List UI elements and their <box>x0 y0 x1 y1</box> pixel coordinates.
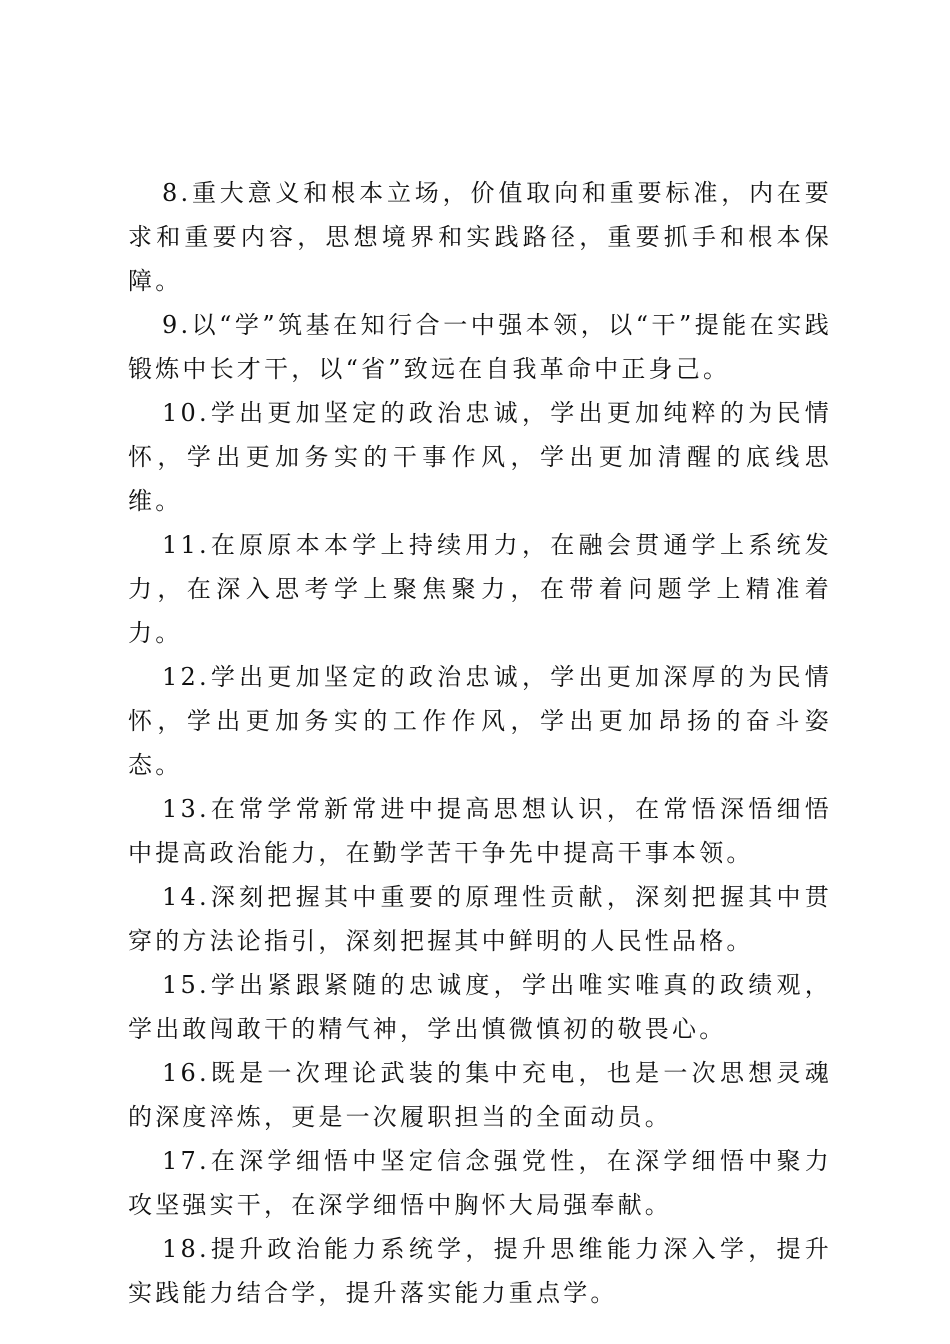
paragraph-10: 10.学出更加坚定的政治忠诚，学出更加纯粹的为民情怀，学出更加务实的干事作风，学出更加清醒的底线思维。 <box>128 399 832 515</box>
paragraph-13: 13.在常学常新常进中提高思想认识，在常悟深悟细悟中提高政治能力，在勤学苦干争先中提高干事本领。 <box>128 795 832 867</box>
paragraph-11: 11.在原原本本学上持续用力，在融会贯通学上系统发力，在深入思考学上聚焦聚力，在带着问题学上精准着力。 <box>128 531 832 647</box>
document-body <box>128 171 832 1315</box>
paragraph-17: 17.在深学细悟中坚定信念强党性，在深学细悟中聚力攻坚强实干，在深学细悟中胸怀大局强奉献。 <box>128 1147 832 1219</box>
paragraph-14: 14.深刻把握其中重要的原理性贡献，深刻把握其中贯穿的方法论指引，深刻把握其中鲜明的人民性品格。 <box>128 883 832 955</box>
paragraph-9: 9.以“学”筑基在知行合一中强本领，以“干”提能在实践锻炼中长才干，以“省”致远在自我革命中正身己。 <box>128 311 832 383</box>
paragraph-15: 15.学出紧跟紧随的忠诚度，学出唯实唯真的政绩观，学出敢闯敢干的精气神，学出慎微慎初的敬畏心。 <box>128 971 832 1043</box>
paragraph-18: 18.提升政治能力系统学，提升思维能力深入学，提升实践能力结合学，提升落实能力重点学。 <box>128 1235 832 1307</box>
paragraph-8: 8.重大意义和根本立场，价值取向和重要标准，内在要求和重要内容，思想境界和实践路径，重要抓手和根本保障。 <box>128 179 832 295</box>
paragraph-16: 16.既是一次理论武装的集中充电，也是一次思想灵魂的深度淬炼，更是一次履职担当的全面动员。 <box>128 1059 832 1131</box>
paragraph-12: 12.学出更加坚定的政治忠诚，学出更加深厚的为民情怀，学出更加务实的工作作风，学出更加昂扬的奋斗姿态。 <box>128 663 832 779</box>
